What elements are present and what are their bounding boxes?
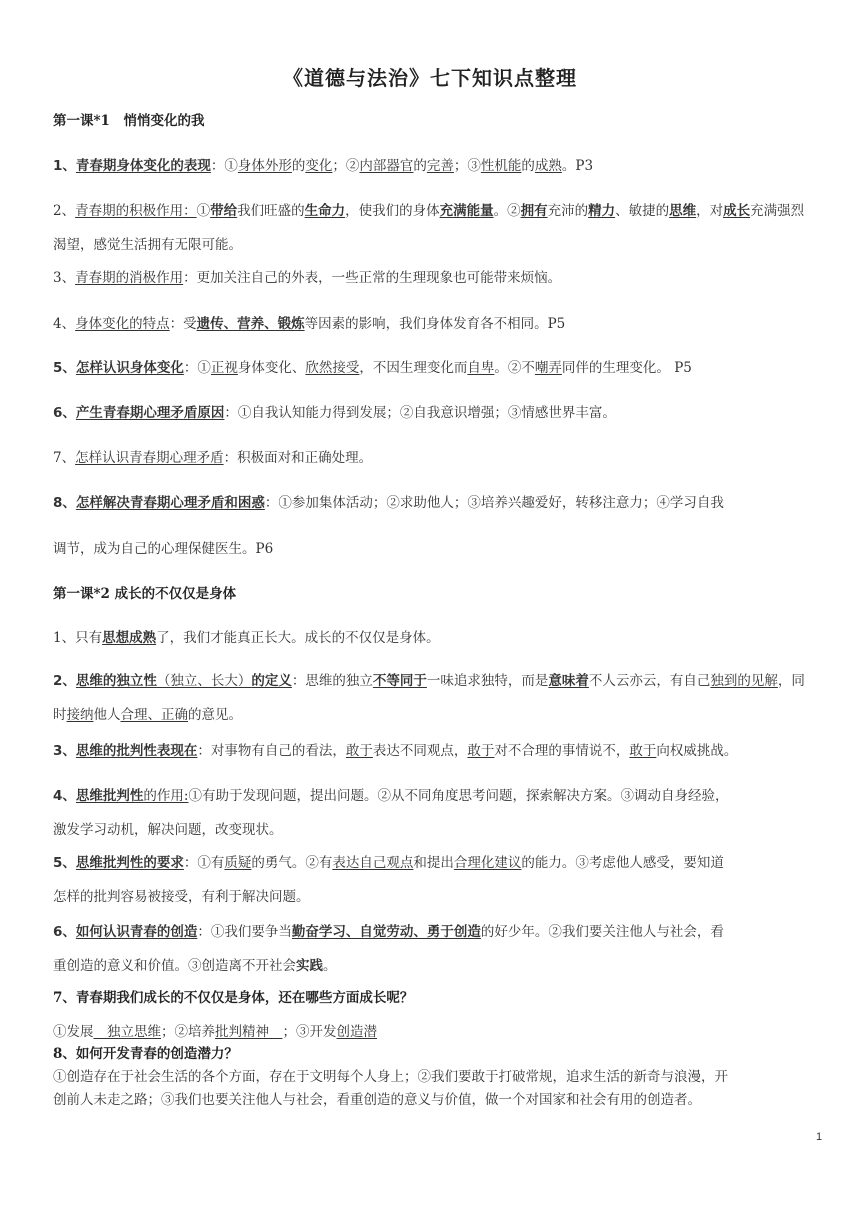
key-term: 生命力 — [304, 203, 346, 219]
item-number: 2、 — [53, 673, 76, 689]
underlined-term: 身体外形 — [237, 158, 292, 174]
item-label: 怎样认识青春期心理矛盾 — [75, 450, 224, 466]
item-2-7-question: 7、青春期我们成长的不仅仅是身体，还在哪些方面成长呢？ — [53, 990, 414, 1006]
item-label: 怎样认识身体变化 — [75, 360, 184, 376]
key-term: 意味着 — [548, 673, 589, 689]
text: ：①有 — [183, 855, 225, 871]
item-label: 怎样解决青春期心理矛盾和困惑 — [75, 495, 265, 511]
text: 的意见。 — [188, 707, 242, 723]
text: 他人 — [93, 707, 121, 723]
text: ；② — [332, 158, 360, 174]
item-1-2 — [53, 194, 813, 262]
underlined-term: 独立思维 — [93, 1024, 161, 1040]
item-number: 5、 — [53, 855, 76, 871]
text: ① — [224, 158, 238, 174]
text: 怎样的批判容易被接受，有利于解决问题。 — [53, 889, 310, 905]
item-2-6 — [53, 915, 813, 983]
item-number: 7、 — [53, 450, 76, 466]
page-number: 1 — [816, 1131, 823, 1143]
text: ；③ — [453, 158, 481, 174]
text: ，同时 — [53, 673, 805, 723]
item-2-8-question: 8、如何开发青春的创造潜力？ — [53, 1046, 238, 1062]
text: 。② — [493, 203, 521, 219]
document-title: 《道德与法治》七下知识点整理 — [283, 66, 577, 90]
key-term: 精力 — [588, 203, 616, 219]
underlined-term: 欣然接受 — [305, 360, 360, 376]
key-term: 勤奋学习、自觉劳动、勇于创造 — [291, 924, 481, 940]
text: ①有助于发现问题，提出问题。②从不同角度思考问题，探索解决方案。③调动自身经验， — [188, 788, 729, 804]
key-term: 带给 — [210, 203, 238, 219]
item-label: 身体变化的特点 — [75, 316, 170, 332]
item-label: 青春期的消极作用 — [75, 270, 184, 286]
text: 1、只有 — [53, 630, 103, 646]
item-1-1 — [53, 156, 813, 176]
key-term: 不等同于 — [372, 673, 427, 689]
text: 了，我们才能真正长大。成长的不仅仅是身体。 — [156, 630, 440, 646]
underlined-term: 敢于 — [467, 743, 495, 759]
key-term: 思维 — [669, 203, 697, 219]
item-label: 思维的批判性表现在 — [75, 743, 198, 759]
item-1-7 — [53, 448, 813, 468]
underlined-term: 合理、正确 — [120, 707, 188, 723]
underlined-term: 批判精神 — [215, 1024, 283, 1040]
item-number: 8、 — [53, 495, 76, 511]
text: ：①参加集体活动；②求助他人；③培养兴趣爱好，转移注意力；④学习自我 — [264, 495, 724, 511]
underlined-term: 内部器官 — [359, 158, 414, 174]
text: 、敏捷的 — [615, 203, 670, 219]
key-term: 思想成熟 — [102, 630, 157, 646]
underlined-term: 合理化建议 — [453, 855, 522, 871]
item-number: 6、 — [53, 405, 76, 421]
text: ，对 — [696, 203, 724, 219]
text: ：①我们要争当 — [197, 924, 292, 940]
text: ：积极面对和正确处理。 — [223, 450, 373, 466]
item-2-1 — [53, 628, 813, 648]
item-number: 5、 — [53, 360, 76, 376]
text: ：思维的独立 — [291, 673, 373, 689]
text: 的好少年。②我们要关注他人与社会，看 — [480, 924, 724, 940]
text: 激发学习动机，解决问题，改变现状。 — [53, 822, 283, 838]
underlined-term: 自卑 — [467, 360, 495, 376]
item-label: 的作用: — [143, 788, 189, 804]
item-label: 青春期的积极作用： — [75, 203, 197, 219]
text: ① — [196, 203, 211, 219]
item-number: 4、 — [53, 316, 76, 332]
text: 的 — [291, 158, 306, 174]
section-heading-lesson1-2: 第一课*2 成长的不仅仅是身体 — [53, 586, 237, 602]
item-2-8-answer-continued: 创前人未走之路；③我们也要关注他人与社会，看重创造的意义与价值，做一个对国家和社会有用的创造者。 — [53, 1092, 701, 1108]
item-1-8 — [53, 493, 813, 513]
item-1-4 — [53, 314, 813, 334]
text: 的勇气。②有 — [251, 855, 333, 871]
underlined-term: 变化 — [305, 158, 333, 174]
text: 。 — [323, 958, 337, 974]
underlined-term: 独到的见解 — [710, 673, 778, 689]
item-number: 6、 — [53, 924, 76, 940]
text: 同伴的生理变化。 P5 — [561, 360, 692, 376]
item-number: 2、 — [53, 203, 76, 219]
text: 不人云亦云，有自己 — [588, 673, 711, 689]
item-1-3 — [53, 268, 813, 288]
item-label: 的定义 — [251, 673, 292, 689]
key-term: 拥有 — [520, 203, 548, 219]
underlined-term: 敢于 — [629, 743, 657, 759]
underlined-term: 性机能 — [480, 158, 522, 174]
underlined-term: 嘲弄 — [534, 360, 562, 376]
item-number: 3、 — [53, 270, 76, 286]
text: 的 — [413, 158, 427, 174]
text: 我们旺盛的 — [237, 203, 305, 219]
key-term: 充满能量 — [439, 203, 494, 219]
text: ，使我们的身体 — [345, 203, 440, 219]
text: ；③开发 — [282, 1024, 337, 1040]
text: 和提出 — [413, 855, 454, 871]
key-term: 成长 — [723, 203, 751, 219]
text: ：①自我认知能力得到发展；②自我意识增强；③情感世界丰富。 — [224, 405, 616, 421]
text: （独立、长大） — [156, 673, 252, 689]
key-term: 实践 — [296, 958, 323, 974]
item-label: 思维批判性 — [75, 788, 144, 804]
text: 的能力。③考虑他人感受，要知道 — [521, 855, 724, 871]
underlined-term: 接纳 — [66, 707, 94, 723]
underlined-term: 表达自己观点 — [332, 855, 414, 871]
text: ①发展 — [53, 1024, 94, 1040]
item-label: 如何认识青春的创造 — [75, 924, 198, 940]
item-1-8-continued: 调节，成为自己的心理保健医生。P6 — [53, 541, 274, 557]
item-1-6 — [53, 403, 813, 423]
item-2-4 — [53, 779, 813, 847]
text: 一味追求独特，而是 — [426, 673, 549, 689]
underlined-term: 正视 — [210, 360, 238, 376]
item-number: 4、 — [53, 788, 76, 804]
item-label: 青春期身体变化的表现 — [75, 158, 211, 174]
text: ：更加关注自己的外表，一些正常的生理现象也可能带来烦恼。 — [183, 270, 562, 286]
text: 充满强烈渴望，感觉生活拥有无限可能。 — [53, 203, 805, 253]
text: 身体变化、 — [237, 360, 306, 376]
underlined-term: 完善 — [426, 158, 454, 174]
text: 对不合理的事情说不， — [494, 743, 630, 759]
item-label: 产生青春期心理矛盾原因 — [75, 405, 225, 421]
item-label: 思维批判性的要求 — [75, 855, 184, 871]
underlined-term: 敢于 — [345, 743, 373, 759]
text: ，不因生理变化而 — [359, 360, 468, 376]
text: 重创造的意义和价值。③创造离不开社会 — [53, 958, 296, 974]
item-2-8-answer: ①创造存在于社会生活的各个方面，存在于文明每个人身上；②我们要敢于打破常规，追求生活的新奇与浪漫，开 — [53, 1069, 728, 1085]
underlined-term: 质疑 — [224, 855, 252, 871]
text: 的 — [521, 158, 535, 174]
underlined-term: 创造潜 — [336, 1024, 377, 1040]
underlined-term: 成熟 — [534, 158, 562, 174]
text: 。②不 — [494, 360, 535, 376]
text: 等因素的影响，我们身体发育各不相同。P5 — [304, 316, 566, 332]
text: 。P3 — [561, 158, 594, 174]
item-1-5 — [53, 358, 813, 378]
text: ；②培养 — [161, 1024, 215, 1040]
text: ：① — [183, 360, 211, 376]
text: ：对事物有自己的看法， — [197, 743, 346, 759]
item-2-2 — [53, 664, 813, 732]
text: 充沛的 — [547, 203, 589, 219]
item-2-3 — [53, 741, 813, 761]
key-term: 遗传、营养、锻炼 — [196, 316, 305, 332]
item-2-7-answer — [53, 1022, 813, 1042]
text: 表达不同观点， — [372, 743, 468, 759]
item-number: 3、 — [53, 743, 76, 759]
text: ：受 — [169, 316, 197, 332]
item-number: 1、 — [53, 158, 76, 174]
section-heading-lesson1-1: 第一课*1 悄悄变化的我 — [53, 113, 205, 129]
text: 向权威挑战。 — [656, 743, 738, 759]
text: ： — [210, 158, 225, 174]
item-label: 思维的独立性 — [75, 673, 157, 689]
item-2-5 — [53, 846, 813, 914]
